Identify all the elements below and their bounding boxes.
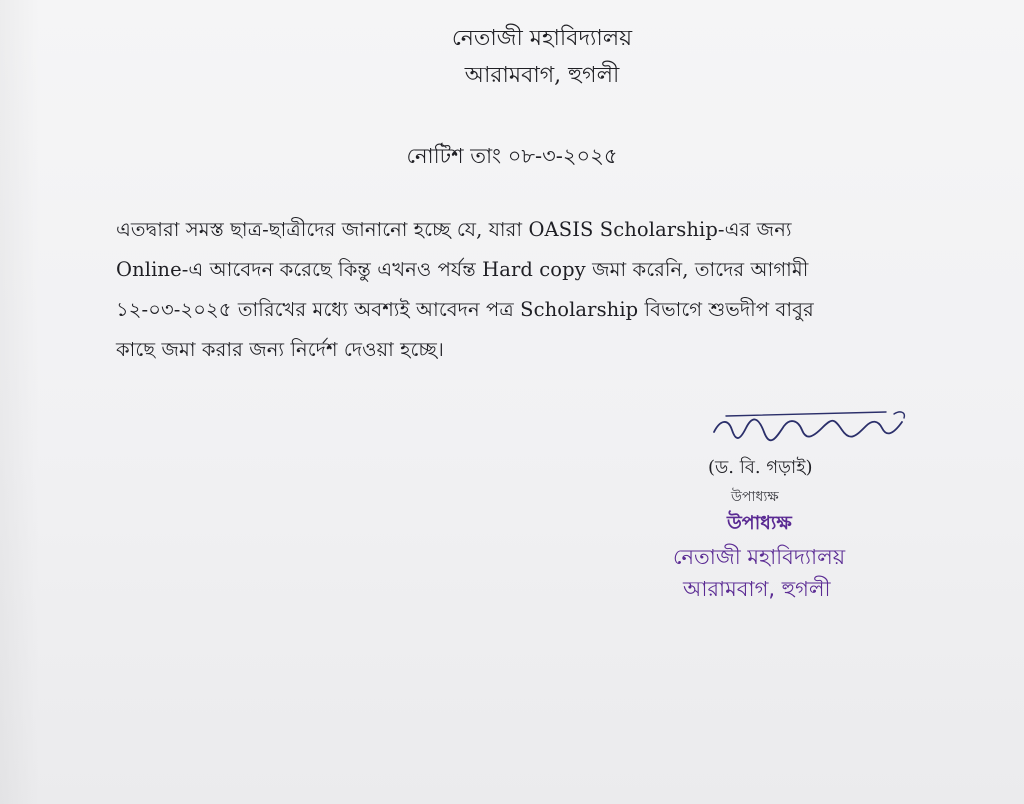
handwritten-signature <box>706 402 916 452</box>
signatory-name: (ড. বি. গড়াই) <box>708 457 813 478</box>
college-location: আরামবাগ, হুগলী <box>464 63 620 88</box>
page-shadow <box>0 0 40 804</box>
signatory-post: উপাধ্যক্ষ <box>731 489 779 505</box>
stamp-college: নেতাজী মহাবিদ্যালয় <box>673 545 846 569</box>
notice-body-line: ১২-০৩-২০২৫ তারিখের মধ্যে অবশ্যই আবেদন পত্র Scholarship বিভাগে শুভদীপ বাবুর <box>116 298 814 321</box>
notice-body <box>116 210 916 370</box>
stamp-location: আরামবাগ, হুগলী <box>683 577 831 601</box>
notice-body-line: কাছে জমা করার জন্য নির্দেশ দেওয়া হচ্ছে। <box>116 338 444 361</box>
notice-date: নোটিশ তাং ০৮-৩-২০২৫ <box>406 144 618 168</box>
notice-body-line: Online-এ আবেদন করেছে কিন্তু এখনও পর্যন্ত Hard copy জমা করেনি, তাদের আগামী <box>116 258 809 281</box>
stamp-title: উপাধ্যক্ষ <box>727 512 792 534</box>
college-name: নেতাজী মহাবিদ্যালয় <box>451 26 633 51</box>
notice-body-line: এতদ্বারা সমস্ত ছাত্র-ছাত্রীদের জানানো হচ্ছে যে, যারা OASIS Scholarship-এর জন্য <box>116 218 792 241</box>
